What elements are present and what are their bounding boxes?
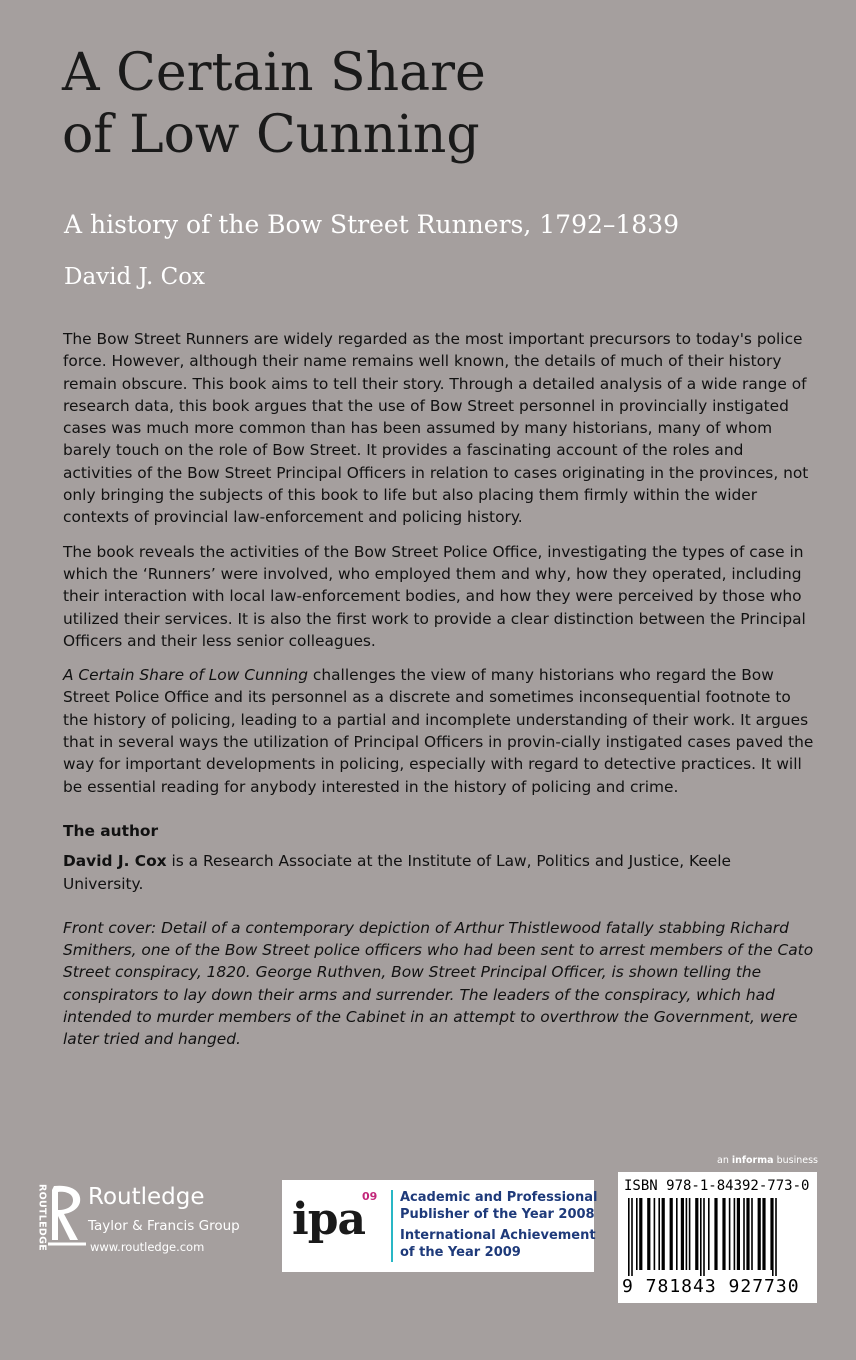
blurb-paragraph-3 <box>63 664 815 798</box>
barcode-bar <box>658 1198 660 1270</box>
informa-suffix: business <box>773 1155 818 1166</box>
barcode-bar <box>670 1198 673 1270</box>
barcode-icon <box>626 1198 810 1276</box>
book-author: David J. Cox <box>64 264 206 290</box>
isbn-digits: 9 781843 927730 <box>622 1276 800 1297</box>
ipa-award-badge <box>282 1180 598 1272</box>
cover-caption: Front cover: Detail of a contemporary depiction of Arthur Thistlewood fatally stabbing Richard Smithers, one of the Bow Street police officers who had been sent to arrest members of the Cato Street conspiracy, 1820. George Ruthven, Bow Street Principal Officer, is shown telling the conspirators to lay down their arms and surrender. The leaders of the conspiracy, which had intended to murder members of the Cabinet in an attempt to overthrow the Government, were later tried and hanged. <box>63 918 814 1049</box>
blurb-paragraph-3-text: challenges the view of many historians who regard the Bow Street Police Office and its personnel as a discrete and sometimes inconsequential footnote to the history of policing, leading to a partial and incomplete understanding of their work. It argues that in several ways the utilization of Principal Officers in provin-cially instigated cases paved the way for important developments in policing, especially with regard to detective practices. It will be essential reading for anybody interested in the history of policing and crime. <box>63 666 814 796</box>
barcode-bar <box>681 1198 684 1270</box>
barcode-bar <box>654 1198 656 1270</box>
barcode-bar <box>689 1198 691 1270</box>
routledge-vertical-wordmark <box>24 1182 48 1262</box>
publisher-url: www.routledge.com <box>90 1240 205 1254</box>
barcode-bar <box>703 1198 705 1276</box>
barcode-bar <box>695 1198 698 1270</box>
ipa-year: 09 <box>362 1190 378 1203</box>
ipa-award-text <box>400 1189 598 1261</box>
author-heading: The author <box>63 821 159 840</box>
barcode-bar <box>700 1198 702 1276</box>
ipa-line-2: Publisher of the Year 2008 <box>400 1207 595 1222</box>
barcode-bar <box>746 1198 749 1270</box>
informa-brand: informa <box>731 1155 774 1166</box>
book-subtitle: A history of the Bow Street Runners, 1792–1839 <box>64 210 680 239</box>
barcode-bar <box>676 1198 678 1270</box>
barcode-bar <box>686 1198 688 1270</box>
barcode-bar <box>628 1198 630 1276</box>
blurb <box>63 328 815 1063</box>
author-bio-text: is a Research Associate at the Institute of Law, Politics and Justice, Keele University. <box>63 852 732 893</box>
barcode-bar <box>762 1198 765 1270</box>
barcode-bar <box>662 1198 665 1270</box>
barcode-bar <box>708 1198 710 1270</box>
book-title-reference: A Certain Share of Low Cunning <box>63 666 309 685</box>
barcode-bar <box>770 1198 772 1270</box>
barcode-bar <box>772 1198 774 1276</box>
barcode-bar <box>737 1198 740 1270</box>
routledge-vertical-text: ROUTLEDGE <box>36 1183 48 1251</box>
blurb-paragraph-2: The book reveals the activities of the Bow Street Police Office, investigating the types of case in which the ‘Runners’ were involved, who employed them and why, how they operated, including their interaction with local law-enforcement bodies, and how they were perceived by those who utilized their services. It is also the first work to provide a clear distinction between the Principal Officers and their less senior colleagues. <box>63 542 806 650</box>
isbn-barcode-box <box>618 1172 817 1303</box>
publisher-name: Routledge <box>88 1184 205 1210</box>
barcode-bar <box>722 1198 725 1270</box>
barcode-bar <box>751 1198 753 1270</box>
author-bio <box>63 850 815 895</box>
informa-tagline <box>717 1155 818 1166</box>
ipa-divider <box>391 1190 393 1262</box>
ipa-line-4: of the Year 2009 <box>400 1245 521 1260</box>
barcode-bar <box>775 1198 777 1276</box>
title-line-2: of Low Cunning <box>62 105 480 165</box>
routledge-logo <box>24 1182 274 1272</box>
barcode-bar <box>714 1198 717 1270</box>
ipa-logo: ipa <box>292 1194 365 1245</box>
barcode-bar <box>639 1198 642 1270</box>
blurb-paragraph-1: The Bow Street Runners are widely regarded as the most important precursors to today's police force. However, although their name remains well known, the details of much of their history remain obscure. This book aims to tell their story. Through a detailed analysis of a wide range of research data, this book argues that the use of Bow Street personnel in provincially instigated cases was much more common than has been assumed by many historians, many of whom barely touch on the role of Bow Street. It provides a fascinating account of the roles and activities of the Bow Street Principal Officers in relation to cases originating in the provinces, not only bringing the subjects of this book to life but also placing them firmly within the wider contexts of provincial law-enforcement and policing history. <box>63 330 809 527</box>
informa-prefix: an <box>717 1155 732 1166</box>
isbn-label: ISBN 978-1-84392-773-0 <box>624 1178 810 1194</box>
author-bio-name: David J. Cox <box>63 852 167 871</box>
barcode-bar <box>647 1198 650 1270</box>
ipa-line-1: Academic and Professional <box>400 1190 598 1205</box>
publisher-group: Taylor & Francis Group <box>88 1218 240 1234</box>
barcode-bar <box>636 1198 638 1270</box>
routledge-r-icon <box>46 1182 90 1252</box>
barcode-bar <box>758 1198 761 1270</box>
barcode-bar <box>729 1198 731 1270</box>
barcode-bar <box>734 1198 736 1270</box>
title-line-1: A Certain Share <box>62 43 486 103</box>
barcode-bar <box>631 1198 633 1276</box>
ipa-line-3: International Achievement <box>400 1228 596 1243</box>
barcode-bar <box>743 1198 745 1270</box>
book-title <box>62 42 822 166</box>
